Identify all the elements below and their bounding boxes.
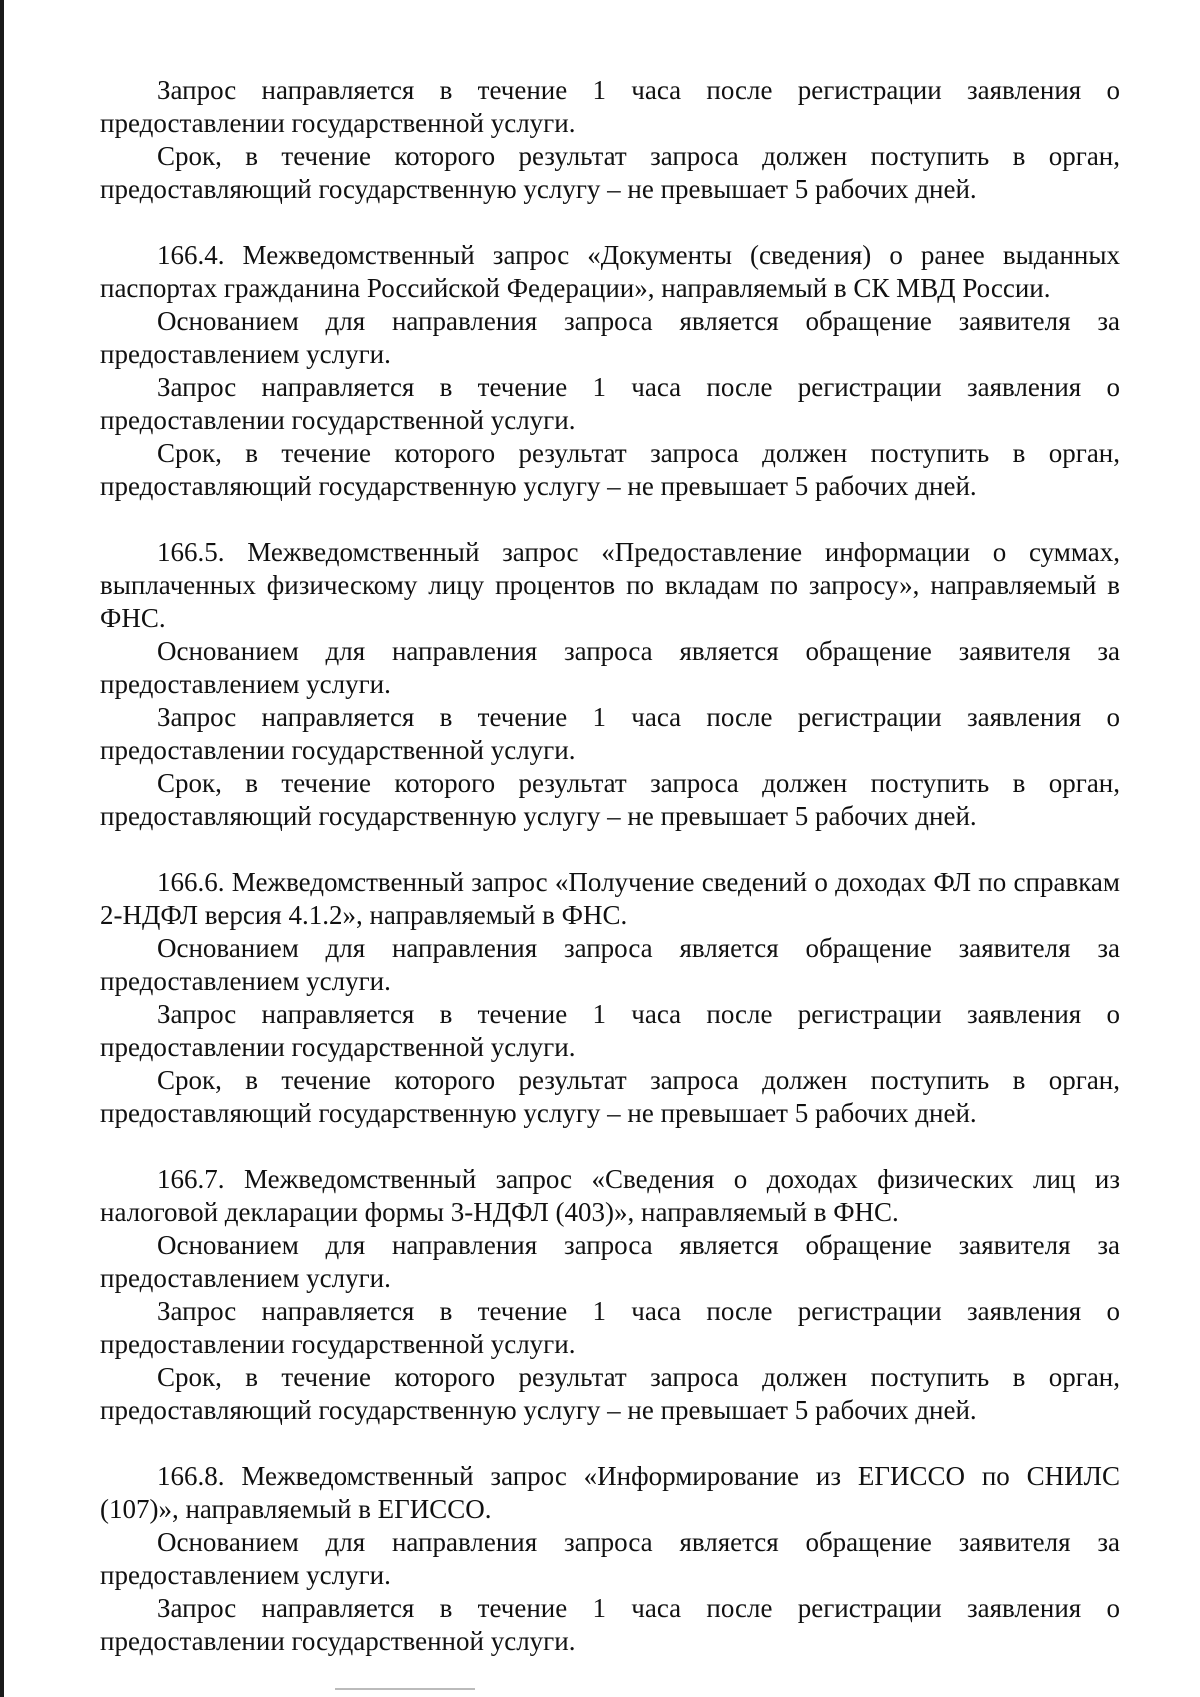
paragraph-timing: Запрос направляется в течение 1 часа после регистрации заявления о предоставлении государственной услуги. — [100, 372, 1120, 435]
section-continuation — [100, 74, 1120, 206]
paragraph-deadline: Срок, в течение которого результат запроса должен поступить в орган, предоставляющий государственную услугу – не превышает 5 рабочих дней. — [100, 768, 1120, 831]
paragraph-heading: 166.4. Межведомственный запрос «Документы (сведения) о ранее выданных паспортах гражданина Российской Федерации», направляемый в СК МВД России. — [100, 240, 1120, 303]
paragraph-timing: Запрос направляется в течение 1 часа после регистрации заявления о предоставлении государственной услуги. — [100, 1296, 1120, 1359]
paragraph-timing: Запрос направляется в течение 1 часа после регистрации заявления о предоставлении государственной услуги. — [100, 1593, 1120, 1656]
paragraph-basis: Основанием для направления запроса является обращение заявителя за предоставлением услуги. — [100, 306, 1120, 369]
section-166-8 — [100, 1460, 1120, 1658]
scan-artifact-line — [335, 1688, 475, 1690]
paragraph-timing: Запрос направляется в течение 1 часа после регистрации заявления о предоставлении государственной услуги. — [100, 702, 1120, 765]
section-166-4 — [100, 239, 1120, 503]
paragraph-timing: Запрос направляется в течение 1 часа после регистрации заявления о предоставлении государственной услуги. — [100, 75, 1120, 138]
paragraph-deadline: Срок, в течение которого результат запроса должен поступить в орган, предоставляющий государственную услугу – не превышает 5 рабочих дней. — [100, 141, 1120, 204]
paragraph-heading: 166.8. Межведомственный запрос «Информирование из ЕГИССО по СНИЛС (107)», направляемый в ЕГИССО. — [100, 1461, 1120, 1524]
paragraph-deadline: Срок, в течение которого результат запроса должен поступить в орган, предоставляющий государственную услугу – не превышает 5 рабочих дней. — [100, 1065, 1120, 1128]
paragraph-basis: Основанием для направления запроса является обращение заявителя за предоставлением услуги. — [100, 933, 1120, 996]
document-page — [100, 74, 1120, 1658]
section-166-6 — [100, 866, 1120, 1130]
scan-edge — [0, 0, 4, 1697]
paragraph-deadline: Срок, в течение которого результат запроса должен поступить в орган, предоставляющий государственную услугу – не превышает 5 рабочих дней. — [100, 1362, 1120, 1425]
paragraph-deadline: Срок, в течение которого результат запроса должен поступить в орган, предоставляющий государственную услугу – не превышает 5 рабочих дней. — [100, 438, 1120, 501]
paragraph-basis: Основанием для направления запроса является обращение заявителя за предоставлением услуги. — [100, 636, 1120, 699]
paragraph-basis: Основанием для направления запроса является обращение заявителя за предоставлением услуги. — [100, 1230, 1120, 1293]
paragraph-heading: 166.7. Межведомственный запрос «Сведения о доходах физических лиц из налоговой декларации формы 3-НДФЛ (403)», направляемый в ФНС. — [100, 1164, 1120, 1227]
paragraph-timing: Запрос направляется в течение 1 часа после регистрации заявления о предоставлении государственной услуги. — [100, 999, 1120, 1062]
section-166-7 — [100, 1163, 1120, 1427]
section-166-5 — [100, 536, 1120, 833]
paragraph-basis: Основанием для направления запроса является обращение заявителя за предоставлением услуги. — [100, 1527, 1120, 1590]
paragraph-heading: 166.6. Межведомственный запрос «Получение сведений о доходах ФЛ по справкам 2-НДФЛ версия 4.1.2», направляемый в ФНС. — [100, 867, 1120, 930]
paragraph-heading: 166.5. Межведомственный запрос «Предоставление информации о суммах, выплаченных физическому лицу процентов по вкладам по запросу», направляемый в ФНС. — [100, 537, 1120, 633]
